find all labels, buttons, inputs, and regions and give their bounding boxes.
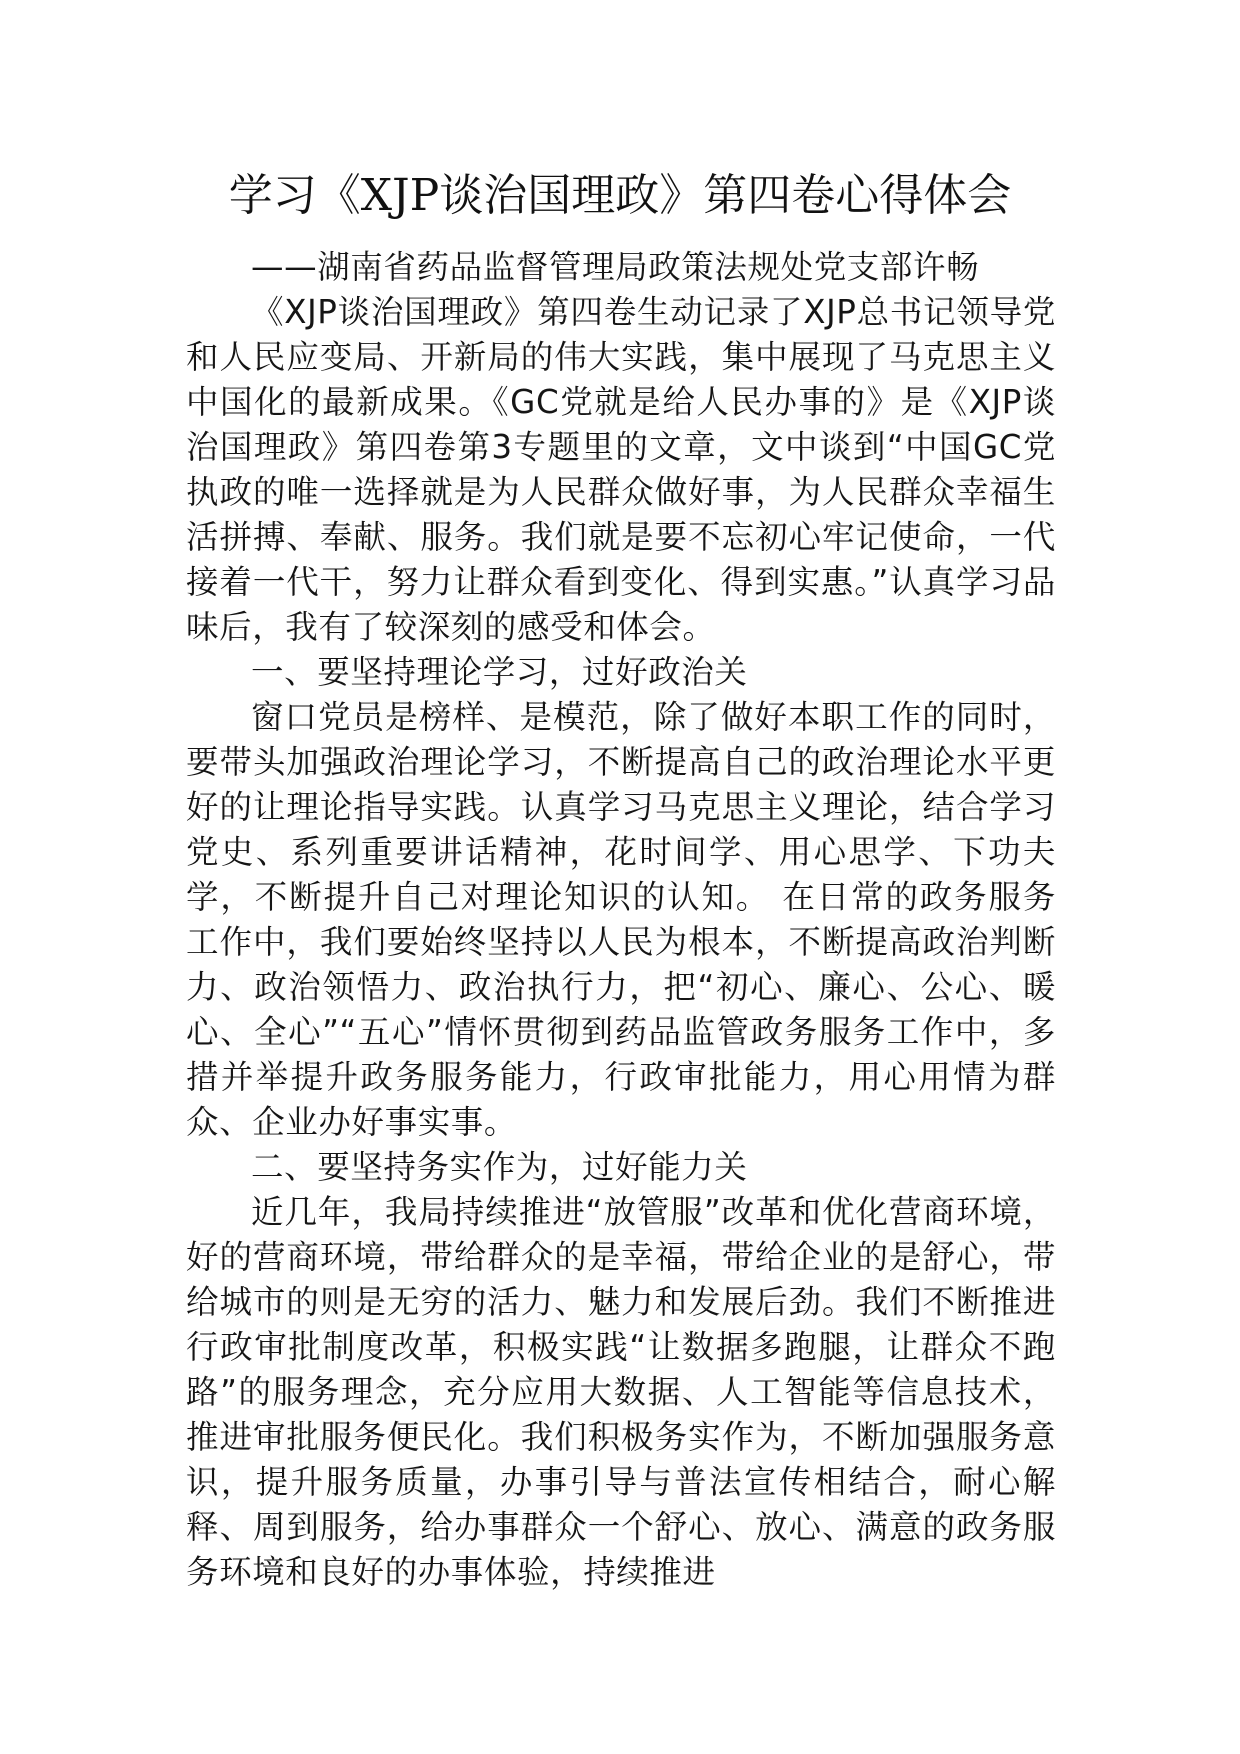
document-body bbox=[186, 245, 1056, 1595]
document-title: 学习《XJP谈治国理政》第四卷心得体会 bbox=[228, 170, 1012, 221]
section-heading-1: 一、要坚持理论学习，过好政治关 bbox=[251, 653, 748, 691]
intro-paragraph: 《XJP谈治国理政》第四卷生动记录了XJP总书记领导党和人民应变局、开新局的伟大实践，集中展现了马克思主义中国化的最新成果。《GC党就是给人民办事的》是《XJP谈治国理政》第四卷第3专题里的文章，文中谈到“中国GC党执政的唯一选择就是为人民群众做好事，为人民群众幸福生活拼搏、奉献、服务。我们就是要不忘初心牢记使命，一代接着一代干，努力让群众看到变化、得到实惠。”认真学习品味后，我有了较深刻的感受和体会。 bbox=[186, 293, 1056, 646]
section-paragraph-2: 近几年，我局持续推进“放管服”改革和优化营商环境，好的营商环境，带给群众的是幸福，带给企业的是舒心，带给城市的则是无穷的活力、魅力和发展后劲。我们不断推进行政审批制度改革，积极实践“让数据多跑腿，让群众不跑路”的服务理念，充分应用大数据、人工智能等信息技术，推进审批服务便民化。我们积极务实作为，不断加强服务意识，提升服务质量，办事引导与普法宣传相结合，耐心解释、周到服务，给办事群众一个舒心、放心、满意的政务服务环境和良好的办事体验，持续推进 bbox=[186, 1193, 1056, 1591]
section-heading-2: 二、要坚持务实作为，过好能力关 bbox=[251, 1148, 748, 1186]
section-paragraph-1: 窗口党员是榜样、是模范，除了做好本职工作的同时，要带头加强政治理论学习，不断提高自己的政治理论水平更好的让理论指导实践。认真学习马克思主义理论，结合学习党史、系列重要讲话精神，花时间学、用心思学、下功夫学，不断提升自己对理论知识的认知。 在日常的政务服务工作中，我们要始终坚持以人民为根本，不断提高政治判断力、政治领悟力、政治执行力，把“初心、廉心、公心、暖心、全心”“五心”情怀贯彻到药品监管政务服务工作中，多措并举提升政务服务能力，行政审批能力，用心用情为群众、企业办好事实事。 bbox=[186, 698, 1056, 1141]
author-line: ——湖南省药品监督管理局政策法规处党支部许畅 bbox=[251, 248, 980, 286]
